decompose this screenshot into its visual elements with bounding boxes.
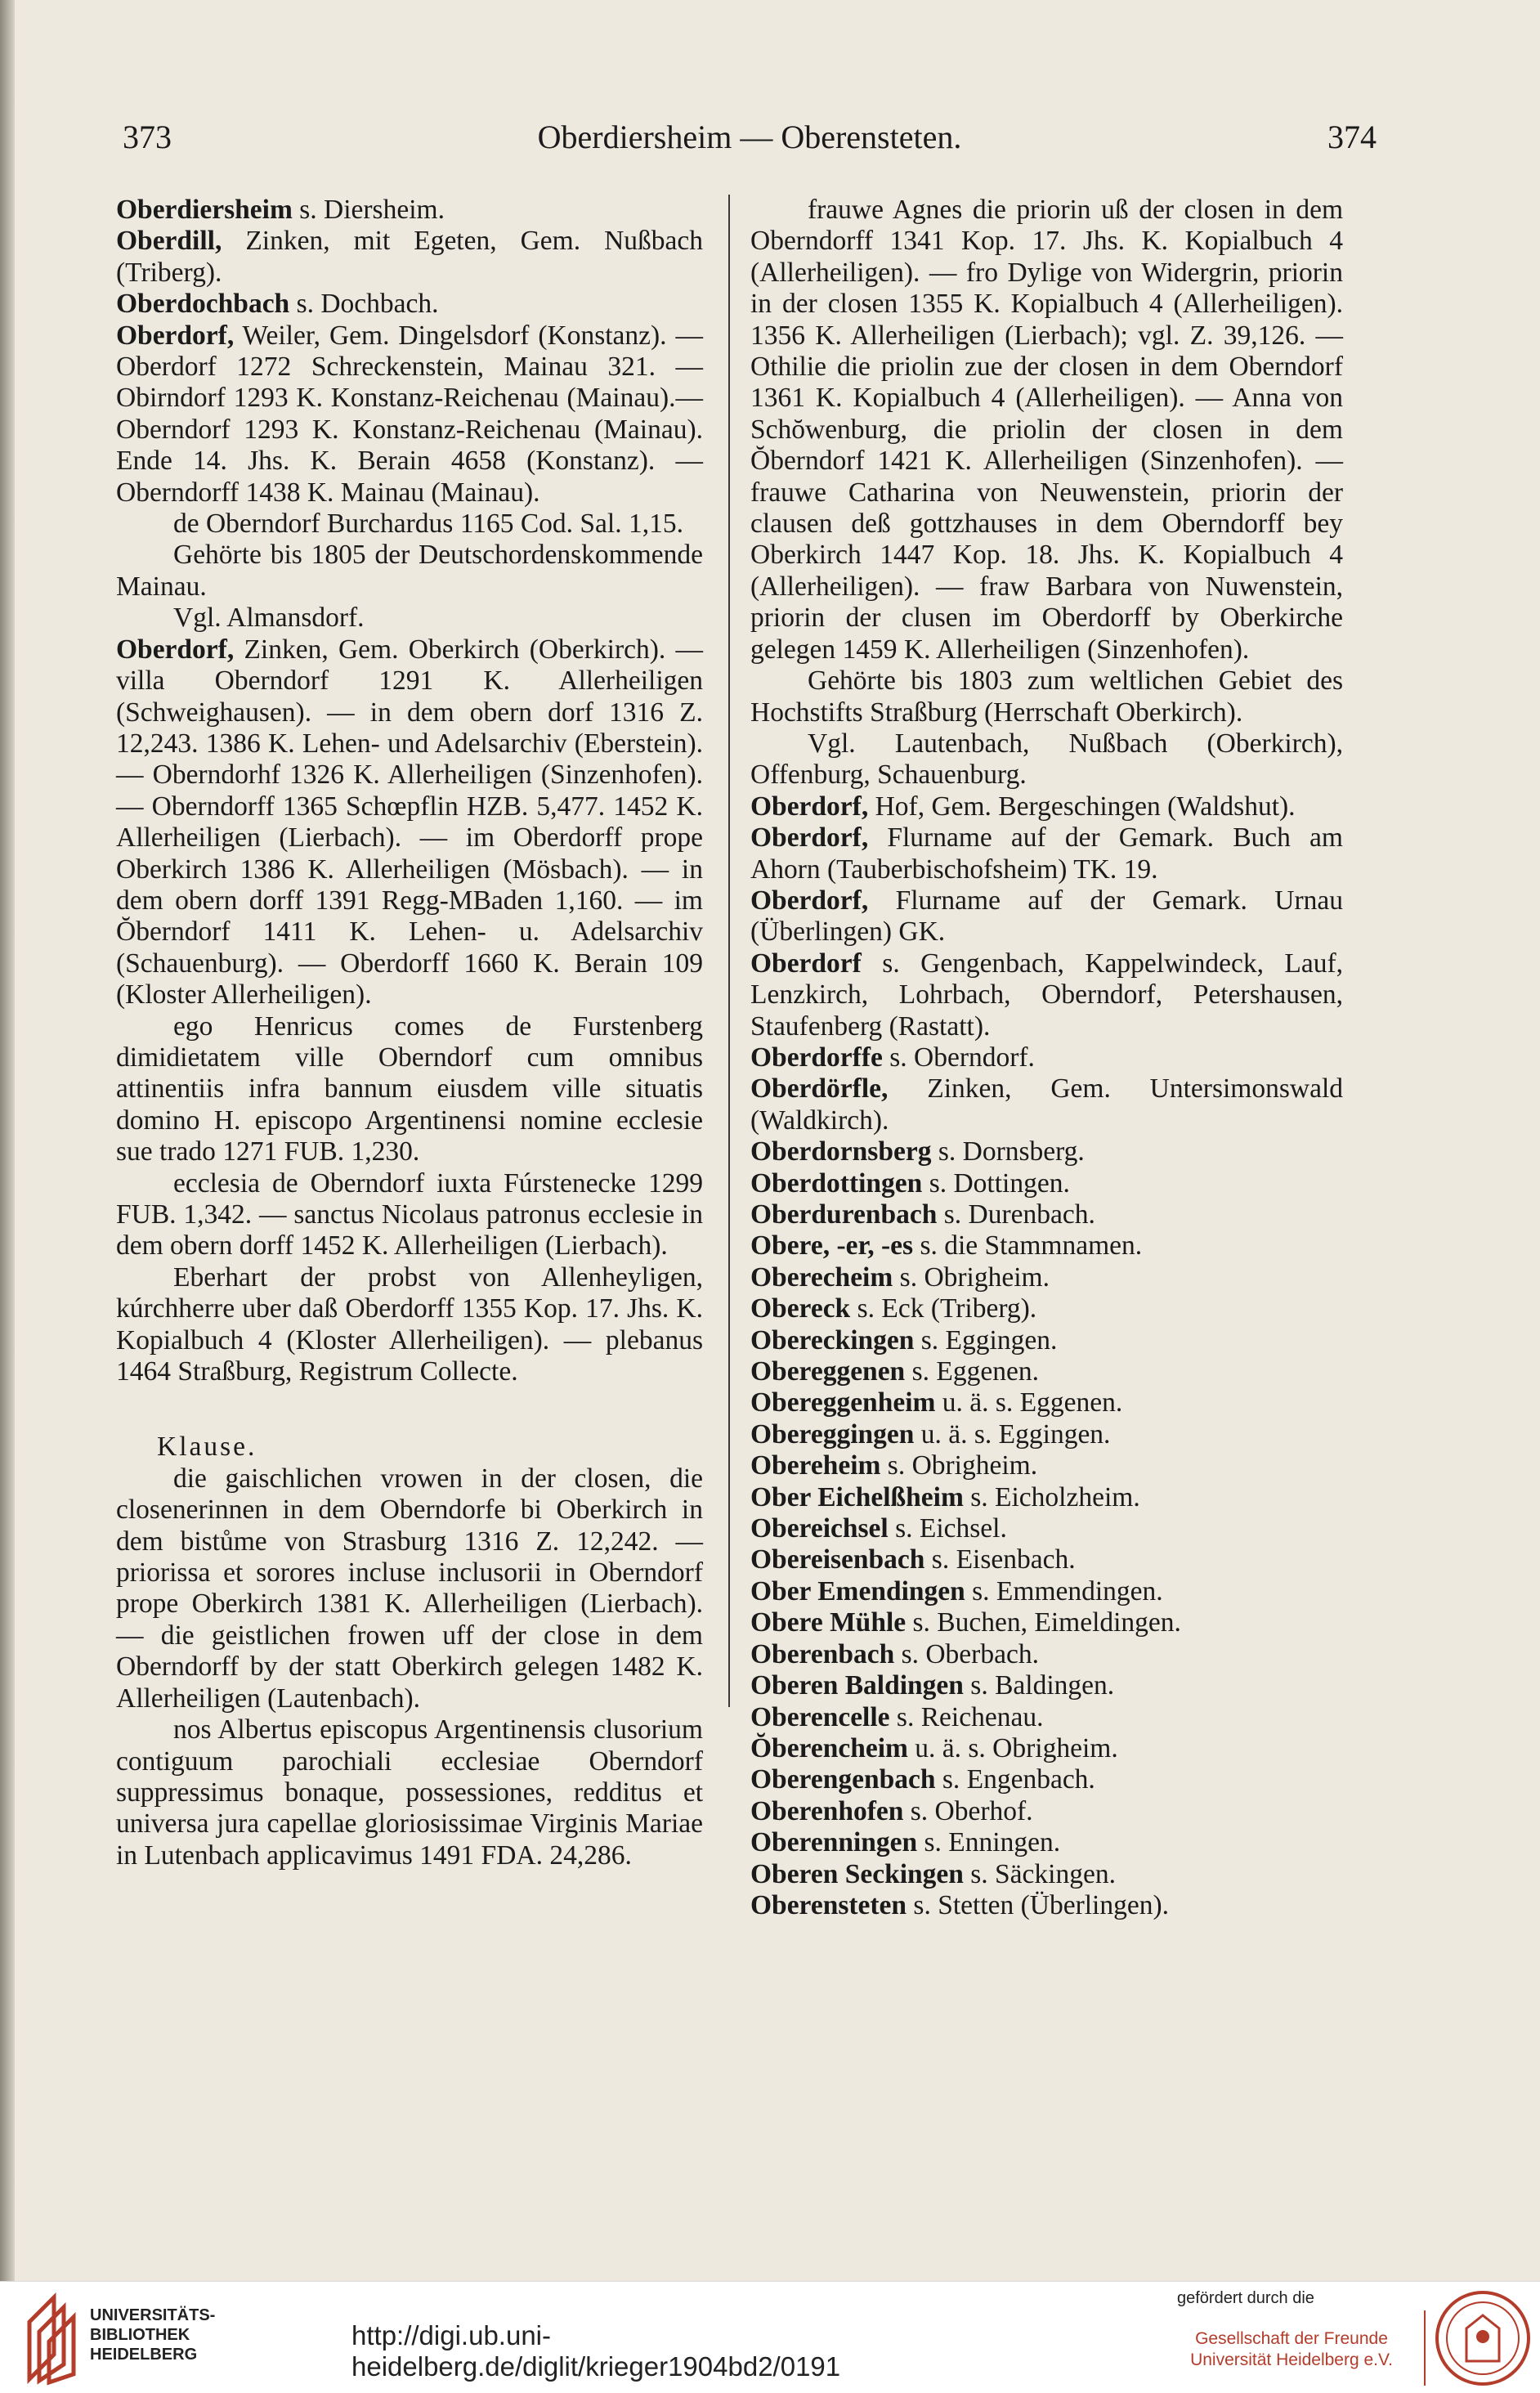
entry-headword: Oberenningen <box>750 1827 918 1858</box>
entry-paragraph <box>116 226 703 289</box>
entry-text: u. ä. s. Eggenen. <box>935 1387 1123 1418</box>
entry-paragraph <box>750 1073 1343 1136</box>
entry-headword: Ober Eichelßheim <box>750 1481 964 1512</box>
entry-paragraph <box>116 1262 703 1388</box>
entry-paragraph <box>750 665 1343 728</box>
entry-paragraph <box>750 1230 1343 1261</box>
entry-paragraph <box>750 1639 1343 1670</box>
entry-paragraph <box>750 1827 1343 1858</box>
entry-text: Eberhart der probst von Allenheyligen, kúrchherre uber daß Oberdorff 1355 Kop. 17. Jhs. K. Kopialbuch 4 (Kloster Allerheiligen). — plebanus 1464 Straßburg, Registrum Collecte. <box>116 1261 703 1387</box>
entry-text: s. Eisenbach. <box>924 1544 1076 1575</box>
entry-headword: Obereheim <box>750 1450 881 1481</box>
entry-headword: Oberenhofen <box>750 1795 904 1826</box>
entry-paragraph <box>750 1136 1343 1167</box>
document-url-link[interactable]: http://digi.ub.uni-heidelberg.de/diglit/krieger1904bd2/0191 <box>351 2320 841 2382</box>
entry-text: de Oberndorf Burchardus 1165 Cod. Sal. 1,15. <box>173 509 683 540</box>
entry-text: u. ä. s. Obrigheim. <box>907 1732 1118 1763</box>
entry-text: s. Oberbach. <box>894 1638 1039 1669</box>
entry-text: Zinken, Gem. Untersimonswald (Waldkirch). <box>750 1073 1343 1136</box>
entry-text: s. Dottingen. <box>922 1167 1070 1199</box>
entry-text: s. die Stammnamen. <box>913 1230 1143 1261</box>
entry-text: Zinken, mit Egeten, Gem. Nußbach (Triberg). <box>116 226 703 288</box>
entry-paragraph <box>116 320 703 509</box>
entry-paragraph <box>750 1576 1343 1607</box>
entry-paragraph <box>750 1702 1343 1733</box>
entry-paragraph <box>750 1356 1343 1387</box>
entry-text: s. Baldingen. <box>963 1670 1115 1701</box>
entry-paragraph <box>750 1513 1343 1544</box>
entry-text: Zinken, Gem. Oberkirch (Oberkirch). — villa Oberndorf 1291 K. Allerheiligen (Schweighausen). — in dem obern dorf 1316 Z. 12,243. 1386 K. Lehen- und Adelsarchiv (Eberstein). — Oberndorhf 1326 K. Allerheiligen (Sinzenhofen). — Oberndorff 1365 Schœpflin HZB. 5,477. 1452 K. Allerheiligen (Lierbach). — im Oberdorff prope Oberkirch 1386 K. Allerheiligen (Mösbach). — in dem obern dorff 1391 Regg-MBaden 1,160. — im Ŏberndorf 1411 K. Lehen- u. Adelsarchiv (Schauenburg). — Oberdorff 1660 K. Berain 109 (Kloster Allerheiligen). <box>116 634 703 1011</box>
entry-text: Gehörte bis 1803 zum weltlichen Gebiet des Hochstifts Straßburg (Herrschaft Oberkirch). <box>750 665 1343 728</box>
entry-text: Weiler, Gem. Dingelsdorf (Konstanz). — Oberdorf 1272 Schreckenstein, Mainau 321. — Obirndorf 1293 K. Konstanz-Reichenau (Mainau).— Oberndorf 1293 K. Konstanz-Reichenau (Mainau). Ende 14. Jhs. K. Berain 4658 (Konstanz). — Oberndorff 1438 K. Mainau (Mainau). <box>116 320 703 508</box>
entry-text: s. Eck (Triberg). <box>850 1293 1037 1324</box>
university-library-logo-icon <box>21 2289 80 2386</box>
entry-text: s. Eggingen. <box>914 1324 1058 1356</box>
university-library-name: UNIVERSITÄTS- BIBLIOTHEK HEIDELBERG <box>90 2306 216 2364</box>
entry-headword: Oberdiersheim <box>116 195 293 225</box>
entry-paragraph <box>750 822 1343 885</box>
entry-paragraph <box>750 1387 1343 1418</box>
entry-text: s. Eggenen. <box>905 1356 1039 1387</box>
entry-headword: Oberdorffe <box>750 1042 883 1073</box>
entry-headword: Obere Mühle <box>750 1607 907 1638</box>
entry-headword: Obereisenbach <box>750 1544 925 1575</box>
entry-text: u. ä. s. Eggingen. <box>914 1418 1111 1450</box>
klause-paragraph: die gaischlichen vrowen in der closen, die closenerinnen in dem Oberndorfe bi Oberkirch in dem bistůme von Strasburg 1316 Z. 12,242. — priorissa et sorores incluse inclusorii in Oberndorf prope Oberkirch 1381 K. Allerheiligen (Lierbach). — die geistlichen frowen uff der close in dem Oberndorff by der statt Oberkirch gelegen 1482 K. Allerheiligen (Lautenbach). <box>116 1463 703 1714</box>
entry-headword: Oberdorf, <box>116 634 235 665</box>
entry-headword: Oberdill, <box>116 226 222 257</box>
entry-text: s. Säckingen. <box>963 1858 1116 1889</box>
entry-text: s. Durenbach. <box>937 1199 1095 1230</box>
entry-paragraph <box>750 1042 1343 1073</box>
entry-headword: Oberenbach <box>750 1638 895 1669</box>
entry-paragraph <box>750 1796 1343 1827</box>
section-heading-klause: Klause. <box>157 1432 257 1463</box>
entry-text: frauwe Agnes die priorin uß der closen in dem Oberndorff 1341 Kop. 17. Jhs. K. Kopialbuch 4 (Allerheiligen). — fro Dylige von Widergrin, priorin in der closen 1355 K. Kopialbuch 4 (Allerheiligen). 1356 K. Allerheiligen (Lierbach); vgl. Z. 39,126. — Othilie die priolin zue der closen in dem Oberndorf 1361 K. Kopialbuch 4 (Allerheiligen). — Anna von Schŏwenburg, die priolin der closen in dem Ŏberndorf 1421 K. Allerheiligen (Sinzenhofen). — frauwe Catharina von Neuwenstein, priorin der clausen deß gottzhauses in dem Oberndorff bey Oberkirch 1447 Kop. 18. Jhs. K. Kopialbuch 4 (Allerheiligen). — fraw Barbara von Nuwenstein, priorin der clusen im Oberdorff by Oberkirche gelegen 1459 K. Allerheiligen (Sinzenhofen). <box>750 195 1343 665</box>
entry-text: s. Dochbach. <box>289 289 439 320</box>
entry-text: s. Eicholzheim. <box>963 1481 1140 1512</box>
entry-text: s. Oberhof. <box>903 1795 1033 1826</box>
page-header <box>123 118 1377 167</box>
entry-paragraph <box>750 1859 1343 1890</box>
entry-paragraph <box>750 1890 1343 1921</box>
entry-headword: Oberecheim <box>750 1261 893 1293</box>
entry-text: s. Emmendingen. <box>965 1575 1163 1607</box>
entry-paragraph <box>750 1764 1343 1795</box>
entry-text: s. Obrigheim. <box>893 1261 1050 1293</box>
entry-paragraph <box>750 1670 1343 1701</box>
entry-paragraph <box>116 289 703 320</box>
left-column <box>116 195 703 1871</box>
entry-text: s. Dornsberg. <box>931 1136 1085 1167</box>
entry-headword: Obereggingen <box>750 1418 915 1450</box>
entry-headword: Oberengenbach <box>750 1764 936 1795</box>
entry-headword: Oberdorf, <box>750 822 869 854</box>
entry-text: s. Diersheim. <box>292 195 445 225</box>
entry-paragraph <box>750 885 1343 948</box>
entry-paragraph <box>750 1325 1343 1356</box>
entry-paragraph <box>116 1168 703 1262</box>
entry-headword: Oberdorf <box>750 948 862 979</box>
entry-text: s. Buchen, Eimeldingen. <box>906 1607 1181 1638</box>
entry-paragraph <box>750 1733 1343 1764</box>
entry-headword: Oberensteten <box>750 1889 907 1920</box>
sponsor-divider <box>1424 2310 1426 2386</box>
entry-paragraph <box>750 728 1343 791</box>
running-title: Oberdiersheim — Oberensteten. <box>537 119 962 155</box>
klause-paragraph: nos Albertus episcopus Argentinensis clusorium contiguum parochiali ecclesiae Oberndorf suppressimus bonaque, possessiones, redditus et universa jura capellae gloriosissimae Virginis Mariae in Lutenbach applicavimus 1491 FDA. 24,286. <box>116 1714 703 1871</box>
entry-text: s. Oberndorf. <box>882 1042 1035 1073</box>
entry-headword: Oberdörfle, <box>750 1073 889 1105</box>
entry-headword: Oberdochbach <box>116 289 290 320</box>
entry-headword: Oberdorf, <box>116 320 235 351</box>
right-column <box>750 195 1343 1921</box>
entry-text: s. Obrigheim. <box>880 1450 1038 1481</box>
entry-paragraph <box>116 1011 703 1168</box>
entry-paragraph <box>750 195 1343 665</box>
entry-headword: Obereggenen <box>750 1356 906 1387</box>
entry-text: s. Gengenbach, Kappelwindeck, Lauf, Lenzkirch, Lohrbach, Oberndorf, Petershausen, Staufenberg (Rastatt). <box>750 948 1343 1042</box>
entry-headword: Ŏberencheim <box>750 1732 908 1763</box>
entry-text: ecclesia de Oberndorf iuxta Fúrstenecke 1299 FUB. 1,342. — sanctus Nicolaus patronus ecclesie in dem obern dorff 1452 K. Allerheiligen (Lierbach). <box>116 1167 703 1261</box>
entry-paragraph <box>750 1419 1343 1450</box>
entry-paragraph <box>750 1168 1343 1199</box>
entry-paragraph <box>116 603 703 634</box>
entry-paragraph <box>116 195 703 226</box>
entry-headword: Obereckingen <box>750 1324 915 1356</box>
entry-headword: Obereichsel <box>750 1513 889 1544</box>
entry-text: Hof, Gem. Bergeschingen (Waldshut). <box>868 791 1296 822</box>
entry-headword: Obereck <box>750 1293 851 1324</box>
entry-headword: Obereggenheim <box>750 1387 936 1418</box>
entry-text: Vgl. Lautenbach, Nußbach (Oberkirch), Offenburg, Schauenburg. <box>750 728 1343 791</box>
entry-headword: Oberdurenbach <box>750 1199 938 1230</box>
entry-paragraph <box>750 791 1343 822</box>
entry-text: s. Stetten (Überlingen). <box>907 1889 1170 1920</box>
entry-text: Flurname auf der Gemark. Buch am Ahorn (Tauberbischofsheim) TK. 19. <box>750 822 1343 885</box>
sponsor-intro: gefördert durch die <box>1177 2289 1314 2307</box>
entry-paragraph <box>116 540 703 603</box>
entry-paragraph <box>116 509 703 540</box>
entry-headword: Oberdottingen <box>750 1167 923 1199</box>
entry-headword: Obere, -er, -es <box>750 1230 914 1261</box>
entry-text: ego Henricus comes de Furstenberg dimidietatem ville Oberndorf cum omnibus attinentiis infra bannum eiusdem ville situatis domino H. episcopo Argentinensi nomine ecclesie sue trado 1271 FUB. 1,230. <box>116 1011 703 1167</box>
entry-text: Vgl. Almansdorf. <box>173 603 365 634</box>
entry-text: Flurname auf der Gemark. Urnau (Überlingen) GK. <box>750 885 1343 948</box>
entry-headword: Oberen Seckingen <box>750 1858 964 1889</box>
entry-headword: Oberdornsberg <box>750 1136 932 1167</box>
entry-headword: Oberdorf, <box>750 791 869 822</box>
entry-headword: Oberencelle <box>750 1701 890 1732</box>
university-seal-icon <box>1434 2289 1532 2387</box>
entry-headword: Oberdorf, <box>750 885 869 916</box>
entry-paragraph <box>116 634 703 1011</box>
entry-paragraph <box>750 948 1343 1042</box>
entry-paragraph <box>750 1544 1343 1575</box>
entry-paragraph <box>750 1482 1343 1513</box>
entry-text: s. Reichenau. <box>889 1701 1044 1732</box>
column-divider <box>728 195 730 1707</box>
entry-paragraph <box>750 1199 1343 1230</box>
entry-headword: Oberen Baldingen <box>750 1670 964 1701</box>
entry-paragraph <box>750 1607 1343 1638</box>
entry-paragraph <box>750 1450 1343 1481</box>
sponsor-name: Gesellschaft der Freunde Universität Heidelberg e.V. <box>1190 2329 1393 2369</box>
page-edge-shadow <box>0 0 15 2281</box>
entry-text: s. Eichsel. <box>888 1513 1007 1544</box>
entry-paragraph <box>750 1262 1343 1293</box>
page-number-right: 374 <box>1327 119 1377 155</box>
entry-headword: Ober Emendingen <box>750 1575 965 1607</box>
page-number-left: 373 <box>123 119 172 155</box>
entry-text: Gehörte bis 1805 der Deutschordenskommende Mainau. <box>116 540 703 602</box>
entry-paragraph <box>750 1293 1343 1324</box>
entry-text: s. Enningen. <box>917 1827 1061 1858</box>
entry-text: s. Engenbach. <box>935 1764 1095 1795</box>
